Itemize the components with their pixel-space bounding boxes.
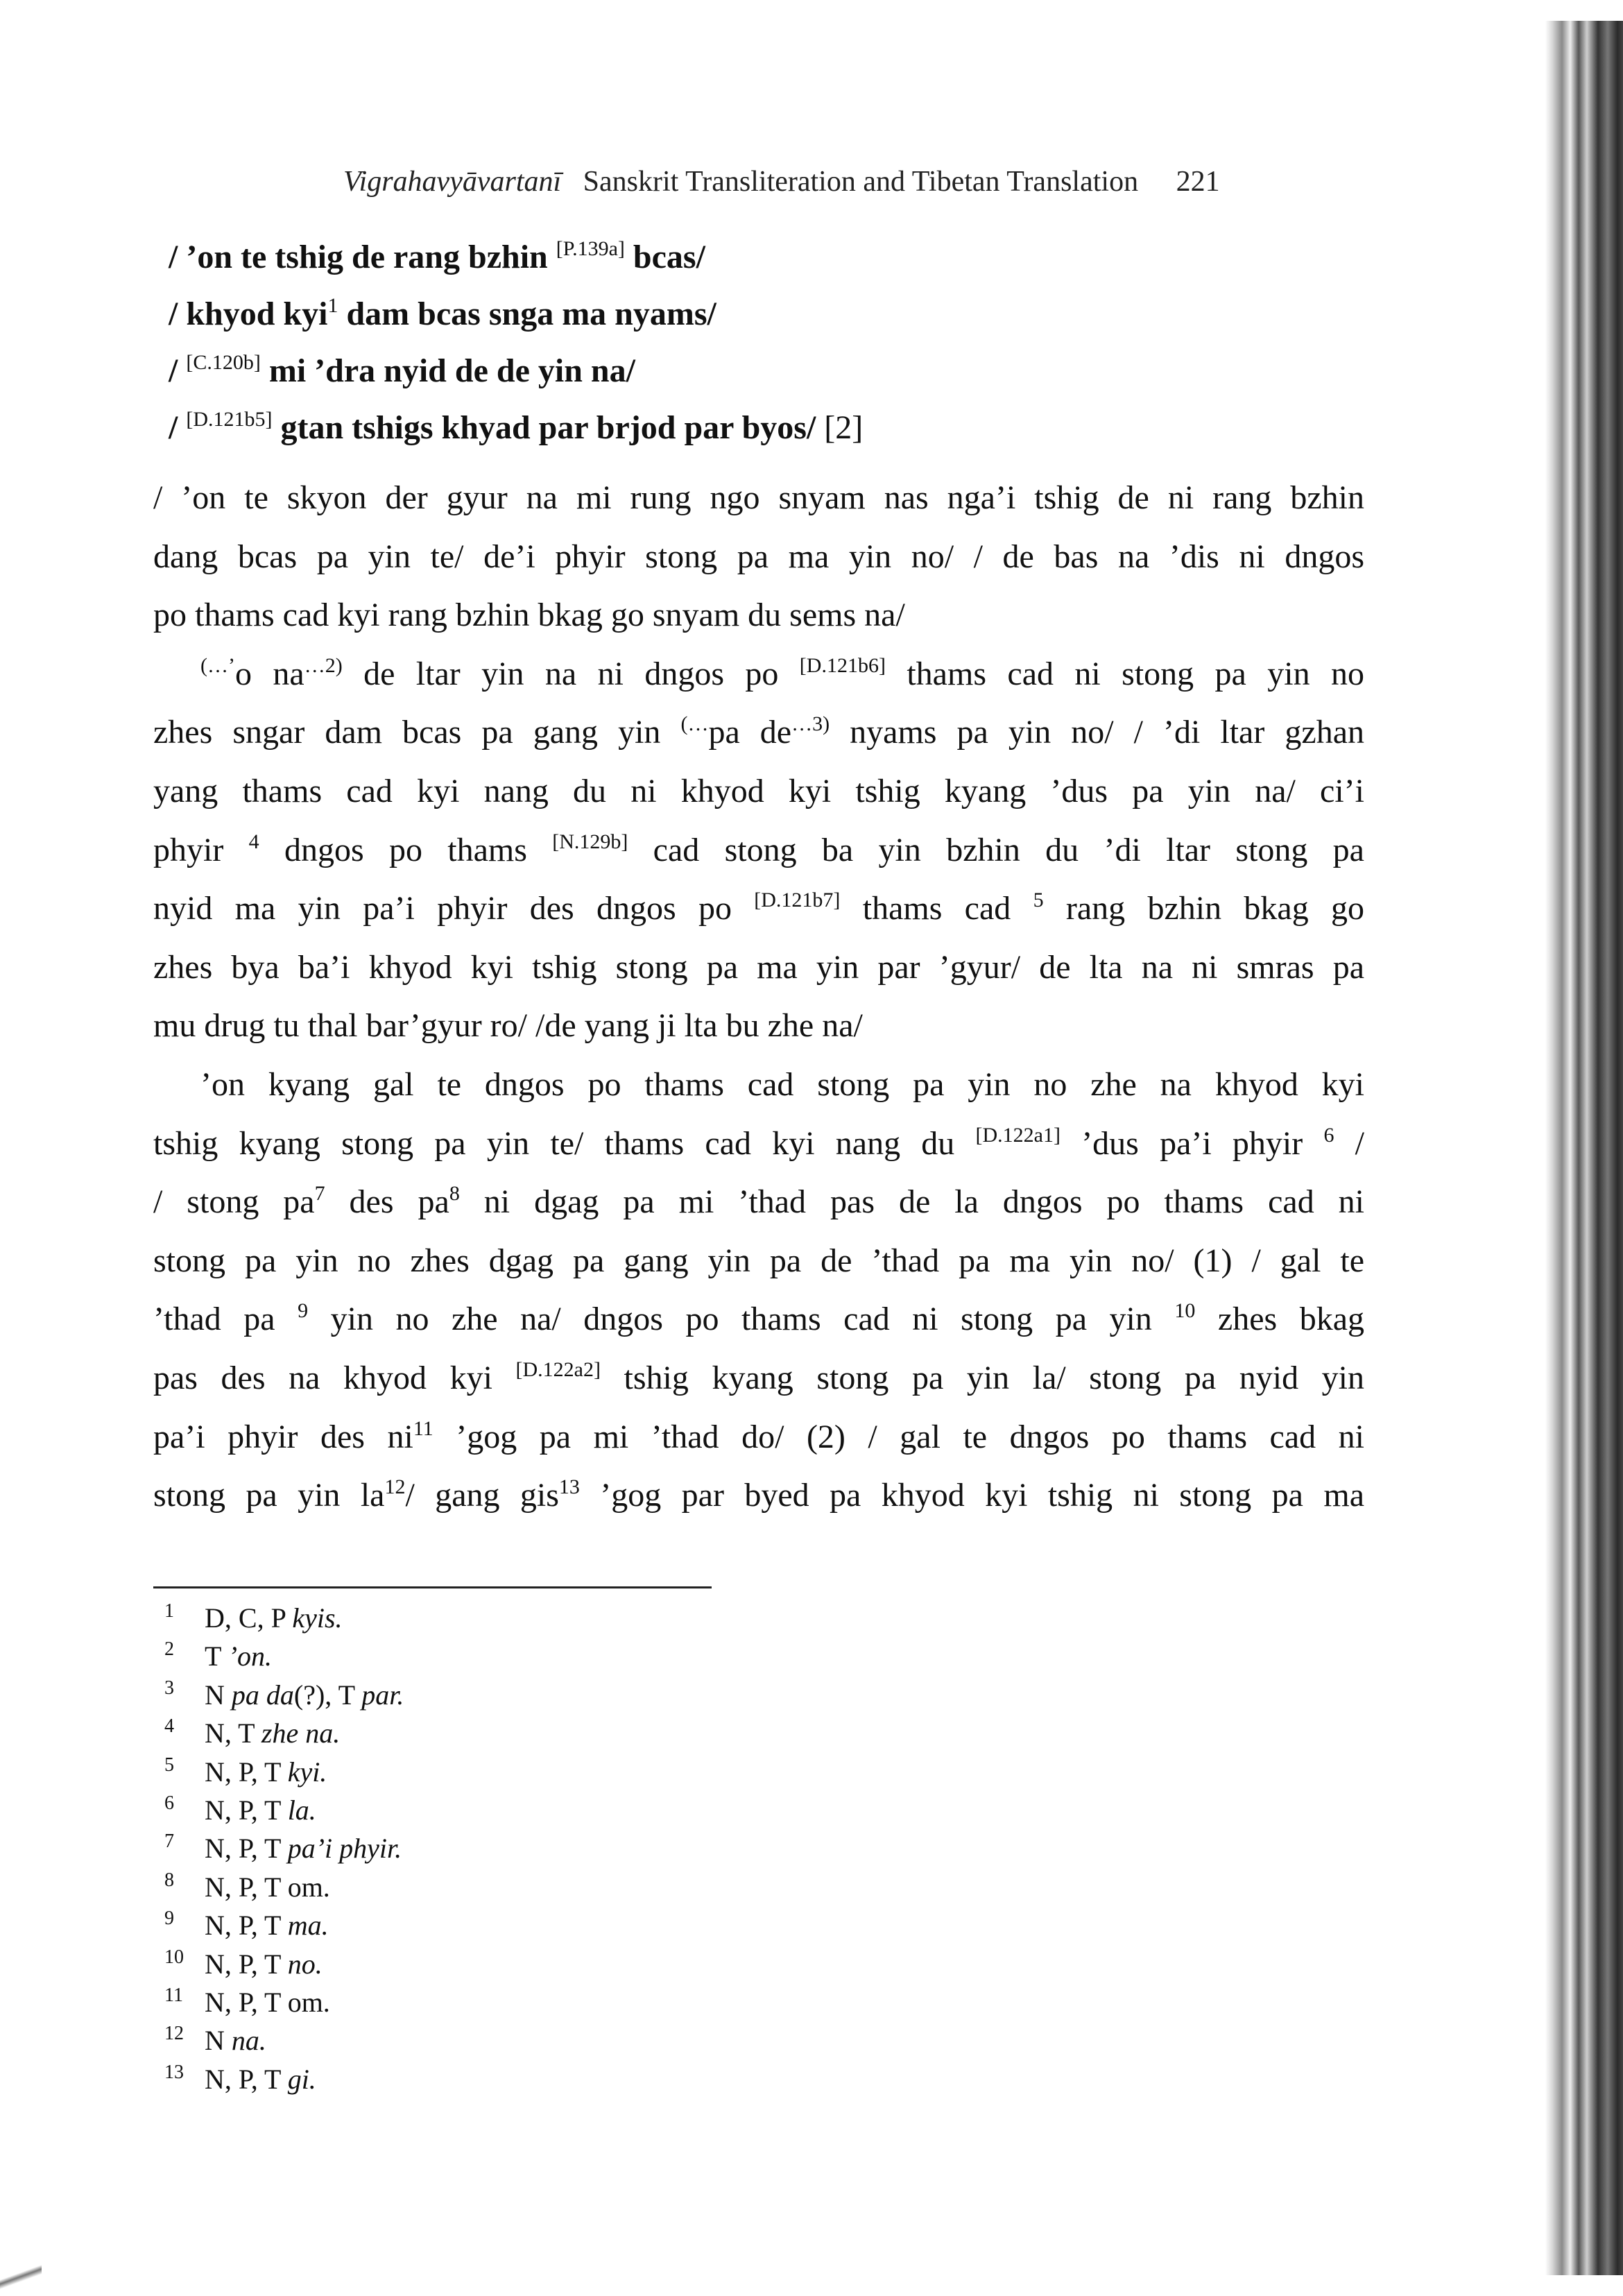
text-line: stong pa yin $la^{12}/$ gang gis$^{13}$ ’gog par byed pa khyod kyi tshig ni stong pa ma (153, 1475, 1365, 1514)
text-line: ’on kyang gal te dngos po thams cad stong pa yin no zhe na khyod kyi (200, 1065, 1364, 1103)
footnote: 4 N, T zhe na. (164, 1715, 341, 1749)
footnote: 9 N, P, T ma. (164, 1908, 329, 1942)
text-line: / stong $pa^7$ des $pa^8$ ni dgag pa mi ’thad pas de la dngos po thams cad ni (153, 1182, 1364, 1221)
footnote-marker: 5 (1033, 889, 1044, 912)
folio-ref: [D.121b5] (186, 408, 273, 431)
footnote: 5 N, P, T kyi. (164, 1754, 327, 1788)
text-line: stong pa yin no zhes dgag pa gang yin pa de ’thad pa ma yin no/ (1) / gal te (153, 1242, 1364, 1279)
footnote-marker: 9 (298, 1299, 309, 1323)
footnote: 2 T ’on. (164, 1638, 273, 1672)
footnote-marker: 8 (449, 1182, 460, 1206)
verse-line: / [D.121b5] gtan tshigs khyad par brjod par byos/ [2] (169, 408, 864, 446)
text-line: / ’on te skyon der gyur na mi rung ngo snyam nas nga’i tshig de ni rang bzhin (153, 479, 1364, 516)
footnote-marker: 4 (248, 830, 259, 853)
footnote: 13 N, P, T gi. (164, 2061, 316, 2095)
footnote: 12 N na. (164, 2023, 266, 2057)
text-line: po thams cad kyi rang bzhin bkag go snyam du sems na/ (153, 597, 905, 634)
text-line: pa’i phyir des $ni^{11}$ ’gog pa mi ’thad do/ (2) / gal te dngos po thams cad ni (153, 1416, 1365, 1455)
text-line: phyir $^4$ dngos po thams [N.129b] cad stong ba yin bzhin du ’di ltar stong pa (153, 830, 1364, 868)
footnote: 1 D, C, P kyis. (164, 1600, 343, 1634)
text-line: ’thad pa $^9$ yin no zhe na/ dngos po thams cad ni stong pa yin $^{10}$ zhes bkag (153, 1299, 1365, 1338)
scanned-book-edge (1545, 21, 1623, 2275)
scan-artifact (0, 2263, 42, 2290)
footnote-marker: 13 (558, 1475, 580, 1499)
folio-ref: [D.122a2] (515, 1357, 601, 1381)
footnote-rule (153, 1586, 712, 1588)
text-line: pas des na khyod kyi [D.122a2] tshig kyang stong pa yin la/ stong pa nyid yin (153, 1357, 1365, 1396)
text-line: tshig kyang stong pa yin te/ thams cad kyi nang du [D.122a1] ’dus pa’i phyir $^6$ / (153, 1123, 1364, 1162)
footnote-marker: 12 (384, 1475, 406, 1499)
verse-line: / [C.120b] mi ’dra nyid de de yin na/ (169, 351, 635, 389)
folio-ref: [C.120b] (186, 351, 261, 374)
page-number: 221 (1176, 166, 1220, 198)
footnote-marker: 11 (413, 1416, 433, 1440)
folio-ref: [N.129b] (552, 830, 628, 853)
text-line: dang bcas pa yin te/ de’i phyir stong pa ma yin no/ / de bas na ’dis ni dngos (153, 538, 1364, 575)
folio-ref: [D.121b6] (799, 653, 886, 677)
footnotes (164, 1599, 789, 2098)
running-header (343, 165, 1314, 198)
footnote-marker: 1 (327, 294, 338, 317)
footnote-marker: 7 (314, 1182, 325, 1206)
footnote: 11 N, P, T om. (164, 1984, 330, 2018)
text-line: mu drug tu thal bar’gyur ro/ /de yang ji lta bu zhe na/ (153, 1007, 863, 1045)
header-subtitle: Sanskrit Transliteration and Tibetan Translation (583, 166, 1139, 198)
text-line: yang thams cad kyi nang du ni khyod kyi tshig kyang ’dus pa yin na/ ci’i (153, 772, 1364, 809)
text-line: nyid ma yin pa’i phyir des dngos po [D.121b7] thams cad $^5$ rang bzhin bkag go (153, 889, 1365, 927)
footnote: 10 N, P, T no. (164, 1946, 323, 1980)
commentary-text (153, 469, 1364, 1525)
footnote: 3 N pa da(?), T par. (164, 1677, 404, 1711)
text-line: (…’o $na^{\dots 2)}$ de ltar yin na ni dngos po [D.121b6] thams cad ni stong pa yin no (200, 653, 1364, 692)
header-title: Vigrahavyāvartanī (343, 166, 562, 198)
footnote: 6 N, P, T la. (164, 1792, 316, 1826)
verse-line: / khyod kyi$^1$ dam bcas snga ma nyams/ (169, 294, 716, 332)
text-line: zhes bya ba’i khyod kyi tshig stong pa ma yin par ’gyur/ de lta na ni smras pa (153, 948, 1364, 986)
folio-ref: [P.139a] (556, 237, 625, 260)
verse-line: / ’on te tshig de rang bzhin [P.139a] bcas/ (169, 237, 705, 275)
verse-block (169, 229, 1417, 456)
folio-ref: [D.121b7] (754, 889, 841, 912)
footnote-marker: 10 (1174, 1299, 1196, 1323)
text-line: zhes sngar dam bcas pa gang yin (…pa $de^{\dots 3)}$ nyams pa yin no/ / ’di ltar gzhan (153, 712, 1364, 751)
footnote: 7 N, P, T pa’i phyir. (164, 1831, 402, 1865)
folio-ref: [D.122a1] (975, 1123, 1060, 1147)
footnote-marker: 6 (1323, 1123, 1334, 1147)
footnote: 8 N, P, T om. (164, 1869, 330, 1903)
